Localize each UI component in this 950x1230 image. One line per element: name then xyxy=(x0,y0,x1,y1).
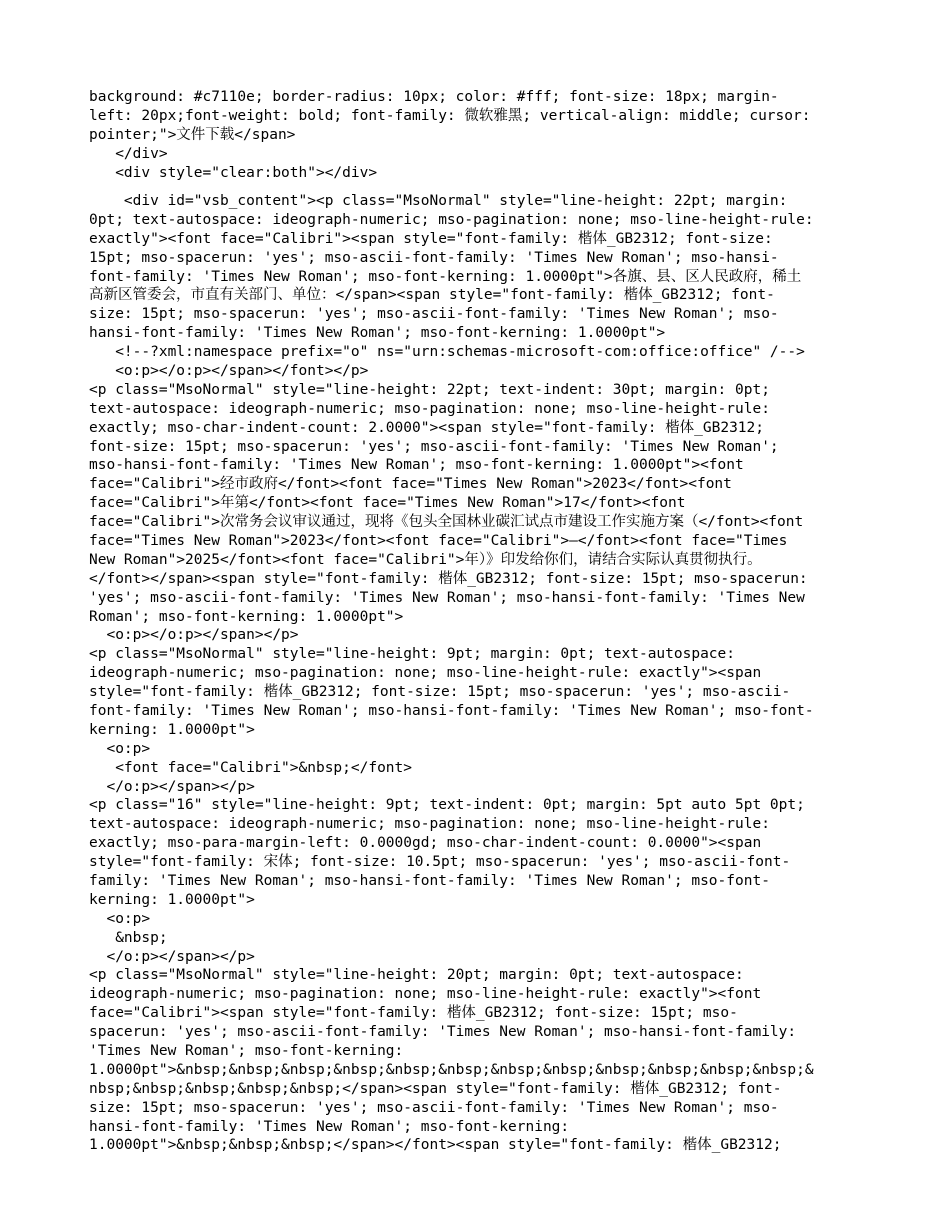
source-line: face="Calibri">经市政府</font><font face="Times New Roman">2023</font><font xyxy=(89,476,732,493)
source-line: kerning: 1.0000pt"> xyxy=(89,891,255,908)
source-line: hansi-font-family: 'Times New Roman'; mso-font-kerning: 1.0000pt"> xyxy=(89,325,666,342)
source-line: font-family: 'Times New Roman'; mso-font-kerning: 1.0000pt">各旗、县、区人民政府，稀土 xyxy=(89,268,802,285)
blank-line xyxy=(89,182,864,192)
source-line: face="Calibri">年第</font><font face="Times New Roman">17</font><font xyxy=(89,495,686,512)
source-line: 高新区管委会，市直有关部门、单位：</span><span style="font-family: 楷体_GB2312; font- xyxy=(89,287,775,304)
source-line: font-family: 'Times New Roman'; mso-hansi-font-family: 'Times New Roman'; mso-font- xyxy=(89,703,814,719)
source-line: New Roman">2025</font><font face="Calibri">年）》印发给你们，请结合实际认真贯彻执行。 xyxy=(89,551,762,568)
source-line: 15pt; mso-spacerun: 'yes'; mso-ascii-font-family: 'Times New Roman'; mso-hansi- xyxy=(89,249,779,266)
source-line: family: 'Times New Roman'; mso-hansi-font-family: 'Times New Roman'; mso-font- xyxy=(89,873,770,890)
source-text-document xyxy=(89,88,864,1155)
source-line: style="font-family: 楷体_GB2312; font-size: 15pt; mso-spacerun: 'yes'; mso-ascii- xyxy=(89,684,791,701)
source-line: 'Times New Roman'; mso-font-kerning: xyxy=(89,1043,404,1060)
source-line: <div style="clear:both"></div> xyxy=(89,164,378,181)
source-line: face="Times New Roman">2023</font><font face="Calibri">—</font><font face="Times xyxy=(89,532,788,549)
source-line: <font face="Calibri">&nbsp;</font> xyxy=(89,759,413,776)
source-line: ideograph-numeric; mso-pagination: none; mso-line-height-rule: exactly"><font xyxy=(89,986,762,1003)
source-line: 1.0000pt">&nbsp;&nbsp;&nbsp;&nbsp;&nbsp;&nbsp;&nbsp;&nbsp;&nbsp;&nbsp;&nbsp;&nbsp;& xyxy=(89,1061,814,1078)
source-line: <p class="MsoNormal" style="line-height: 20pt; margin: 0pt; text-autospace: xyxy=(89,967,744,984)
source-line: </font></span><span style="font-family: 楷体_GB2312; font-size: 15pt; mso-spacerun: xyxy=(89,570,808,587)
source-line: <o:p></o:p></span></font></p> xyxy=(89,362,369,379)
source-line: left: 20px;font-weight: bold; font-family: 微软雅黑; vertical-align: middle; cursor: xyxy=(89,107,811,124)
source-line: text-autospace: ideograph-numeric; mso-pagination: none; mso-line-height-rule: xyxy=(89,816,770,833)
source-line: <o:p> xyxy=(89,910,151,927)
source-line: spacerun: 'yes'; mso-ascii-font-family: 'Times New Roman'; mso-hansi-font-family: xyxy=(89,1024,797,1041)
source-line: <p class="MsoNormal" style="line-height: 22pt; text-indent: 30pt; margin: 0pt; xyxy=(89,381,770,398)
source-line: exactly; mso-para-margin-left: 0.0000gd; mso-char-indent-count: 0.0000"><span xyxy=(89,835,762,852)
source-line: font-size: 15pt; mso-spacerun: 'yes'; mso-ascii-font-family: 'Times New Roman'; xyxy=(89,438,779,455)
source-line: face="Calibri">次常务会议审议通过，现将《包头全国林业碳汇试点市建设工作实施方案（</font><font xyxy=(89,514,804,531)
source-line: exactly; mso-char-indent-count: 2.0000"><span style="font-family: 楷体_GB2312; xyxy=(89,419,765,436)
source-line: &nbsp; xyxy=(89,929,168,946)
source-line: face="Calibri"><span style="font-family: 楷体_GB2312; font-size: 15pt; mso- xyxy=(89,1005,738,1022)
source-line: mso-hansi-font-family: 'Times New Roman'; mso-font-kerning: 1.0000pt"><font xyxy=(89,457,744,474)
source-line: kerning: 1.0000pt"> xyxy=(89,721,255,738)
source-line: size: 15pt; mso-spacerun: 'yes'; mso-ascii-font-family: 'Times New Roman'; mso- xyxy=(89,1099,779,1116)
source-line: <p class="MsoNormal" style="line-height: 9pt; margin: 0pt; text-autospace: xyxy=(89,646,736,663)
source-line: nbsp;&nbsp;&nbsp;&nbsp;&nbsp;</span><span style="font-family: 楷体_GB2312; font- xyxy=(89,1080,782,1097)
source-line: pointer;">文件下载</span> xyxy=(89,126,296,143)
source-line: <o:p></o:p></span></p> xyxy=(89,627,299,644)
source-line: 1.0000pt">&nbsp;&nbsp;&nbsp;</span></font><span style="font-family: 楷体_GB2312; xyxy=(89,1137,782,1154)
source-line: </o:p></span></p> xyxy=(89,948,255,965)
source-line: exactly"><font face="Calibri"><span style="font-family: 楷体_GB2312; font-size: xyxy=(89,230,773,247)
source-line: hansi-font-family: 'Times New Roman'; mso-font-kerning: xyxy=(89,1118,570,1135)
source-line: Roman'; mso-font-kerning: 1.0000pt"> xyxy=(89,608,404,625)
source-line: size: 15pt; mso-spacerun: 'yes'; mso-ascii-font-family: 'Times New Roman'; mso- xyxy=(89,306,779,323)
source-line: style="font-family: 宋体; font-size: 10.5pt; mso-spacerun: 'yes'; mso-ascii-font- xyxy=(89,854,791,871)
source-line: </div> xyxy=(89,145,168,162)
source-line: <!--?xml:namespace prefix="o" ns="urn:schemas-microsoft-com:office:office" /--> xyxy=(89,344,805,361)
source-line: background: #c7110e; border-radius: 10px; color: #fff; font-size: 18px; margin- xyxy=(89,89,779,105)
source-line: <div id="vsb_content"><p class="MsoNormal" style="line-height: 22pt; margin: xyxy=(89,192,788,209)
source-line: text-autospace: ideograph-numeric; mso-pagination: none; mso-line-height-rule: xyxy=(89,400,770,417)
source-line: <p class="16" style="line-height: 9pt; text-indent: 0pt; margin: 5pt auto 5pt 0pt; xyxy=(89,797,805,814)
source-line: <o:p> xyxy=(89,740,151,757)
source-line: </o:p></span></p> xyxy=(89,778,255,795)
source-line: 0pt; text-autospace: ideograph-numeric; mso-pagination: none; mso-line-height-rule: xyxy=(89,211,814,228)
source-line: ideograph-numeric; mso-pagination: none; mso-line-height-rule: exactly"><span xyxy=(89,665,762,682)
source-line: 'yes'; mso-ascii-font-family: 'Times New Roman'; mso-hansi-font-family: 'Times New xyxy=(89,589,805,606)
